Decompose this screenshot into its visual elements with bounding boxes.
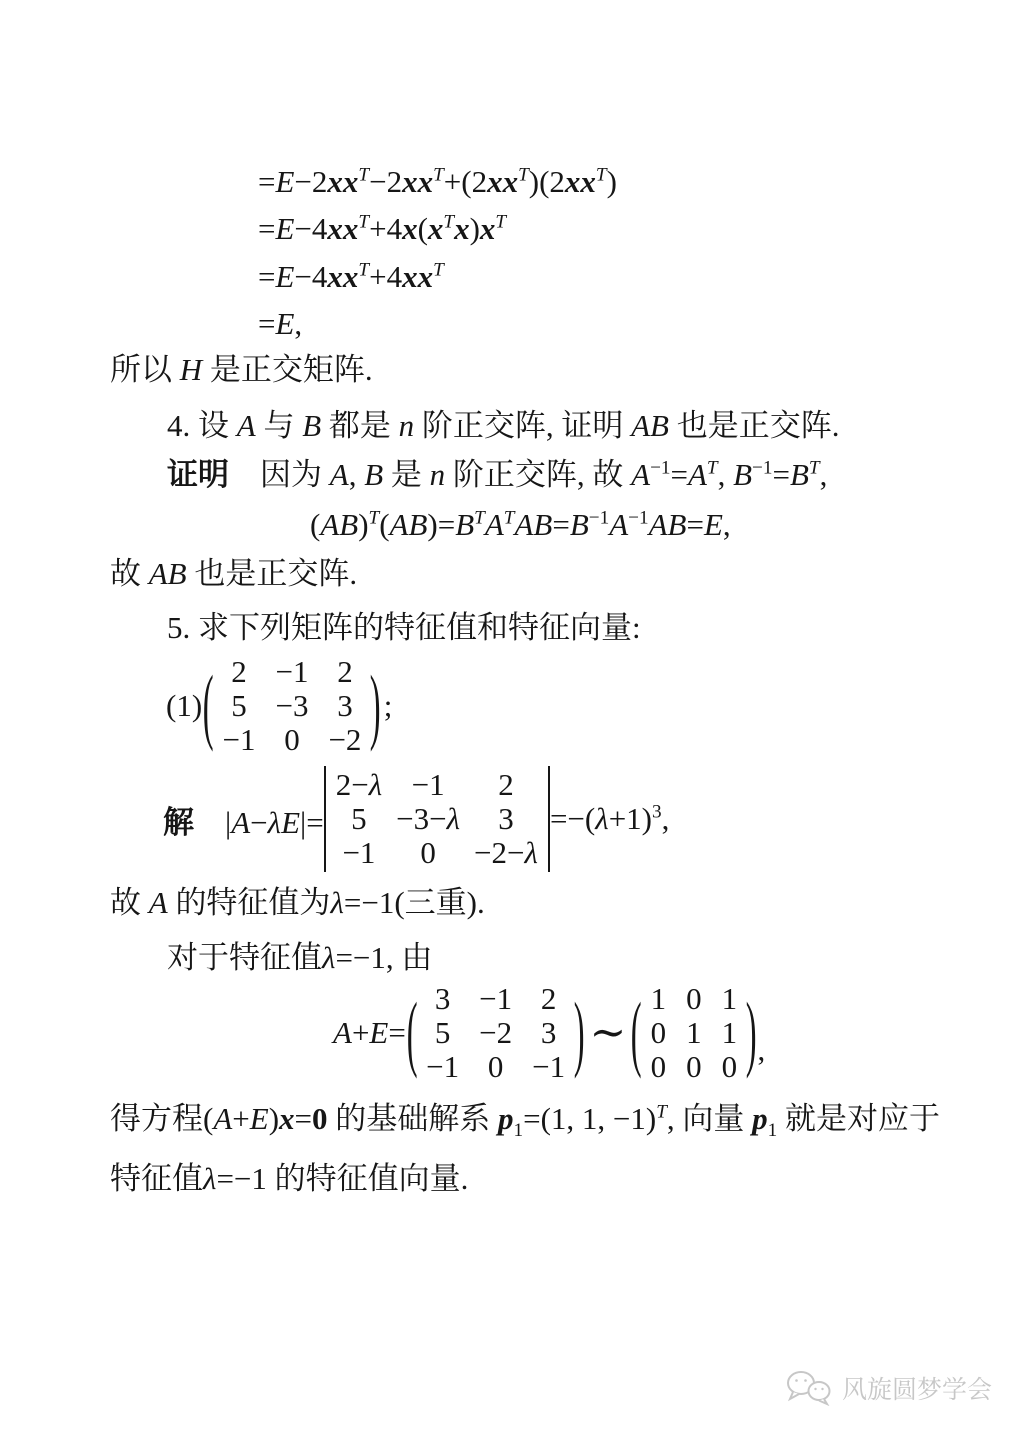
matrix-cell: 1	[721, 981, 738, 1016]
a-plus-e-row: A+E= ( 3 −1 2 5 −2 3 −1 0 −1 ) ∼ ( 1 0 1 0 1 1 0 0 0 ) ,	[333, 981, 766, 1084]
watermark	[786, 1370, 992, 1406]
equation-line-3: $=E-4xx^T+4xx^T$	[258, 259, 444, 294]
matrix-cell: −2	[328, 722, 362, 757]
matrix-cell: 0	[284, 722, 300, 757]
matrix-cell: −2−λ	[474, 835, 538, 870]
proof-4-equation: $(AB)^T(AB)=B^TA^TAB=B^{-1}A^{-1}AB=E$,	[310, 507, 731, 542]
matrix-cell: −3−λ	[396, 801, 461, 836]
problem-4-statement: 4. 设 A 与 B 都是 n 阶正交阵, 证明 AB 也是正交阵.	[167, 408, 840, 443]
eigenvector-conclusion-line: 特征值λ=−1 的特征值向量.	[110, 1161, 469, 1196]
equation-line-1: $=E-2xx^T-2xx^T+(2xx^T)(2xx^T)$	[258, 164, 617, 199]
equation-line-2: $=E-4xx^T+4x(x^Tx)x^T$	[258, 211, 507, 246]
matrix-reduced-grid	[643, 982, 746, 1084]
matrix-cell: 0	[650, 1049, 667, 1084]
matrix-cell: 0	[487, 1049, 504, 1084]
solution-determinant-row	[163, 766, 669, 872]
watermark-label: 风旋圆梦学会	[842, 1376, 993, 1404]
determinant-result: $=-(\lambda+1)^3$,	[549, 801, 670, 836]
matrix-cell: 0	[686, 1049, 702, 1084]
item-1-matrix-row	[166, 655, 392, 757]
matrix-cell: −1	[411, 767, 445, 802]
matrix-cell: 1	[721, 1015, 738, 1050]
matrix-cell: −1	[479, 981, 513, 1016]
matrix-cell: 2	[337, 654, 353, 689]
conclusion-h-orthogonal: 所以 H 是正交矩阵.	[110, 352, 373, 387]
item-1-label: (1)	[166, 688, 203, 723]
proof-4-intro: 证明 因为 A, B 是 n 阶正交阵, 故 $A^{-1}=A^T$, $B^{-1}=B^T$,	[167, 457, 828, 492]
left-paren: (	[202, 656, 214, 753]
solution-prefix: 解 |A−λE|=	[163, 804, 324, 840]
matrix-cell: 2−λ	[335, 767, 383, 802]
matrix-a-plus-e	[406, 982, 586, 1084]
matrix-cell: 3	[498, 801, 514, 836]
matrix-cell: −1	[532, 1049, 566, 1084]
matrix-cell: −1	[275, 654, 309, 689]
matrix-cell: −1	[342, 835, 376, 870]
matrix-cell: 3	[540, 1015, 557, 1050]
right-paren: )	[573, 983, 585, 1080]
matrix-cell: 5	[351, 801, 367, 836]
matrix-cell: 5	[231, 688, 247, 723]
matrix-cell: 1	[686, 1015, 702, 1050]
matrix-cell: 3	[434, 981, 451, 1016]
equation-line-4: =E,	[258, 306, 303, 341]
right-paren: )	[745, 983, 757, 1080]
eigenvalue-statement: 故 A 的特征值为λ=−1(三重).	[110, 885, 485, 920]
matrix-cell: 1	[650, 981, 667, 1016]
for-eigenvalue-line: 对于特征值λ=−1, 由	[167, 940, 433, 975]
matrix-cell: −1	[426, 1049, 460, 1084]
matrix-cell: −3	[275, 688, 309, 723]
matrix-cell: 0	[650, 1015, 667, 1050]
matrix-cell: −1	[222, 722, 256, 757]
left-paren: (	[631, 983, 642, 1080]
matrix-cell: 2	[540, 981, 557, 1016]
determinant-grid	[324, 766, 550, 872]
semicolon: ;	[383, 688, 393, 723]
matrix-cell: 2	[231, 654, 247, 689]
problem-5-statement: 5. 求下列矩阵的特征值和特征向量:	[167, 610, 641, 645]
matrix-1-grid	[214, 655, 369, 757]
matrix-cell: 2	[498, 767, 514, 802]
matrix-a-plus-e-grid	[418, 982, 573, 1084]
matrix-cell: 0	[420, 835, 436, 870]
matrix-cell: 0	[686, 981, 702, 1016]
wechat-icon	[786, 1370, 832, 1406]
matrix-cell: 5	[434, 1015, 451, 1050]
matrix-1	[202, 655, 382, 757]
trailing-comma: ,	[757, 1032, 766, 1067]
matrix-cell: −2	[479, 1015, 513, 1050]
right-paren: )	[370, 656, 382, 753]
conclusion-ab-orthogonal: 故 AB 也是正交阵.	[110, 556, 358, 591]
left-paren: (	[406, 983, 418, 1080]
matrix-reduced	[630, 982, 757, 1084]
matrix-cell: 3	[337, 688, 353, 723]
basis-solution-line: 得方程(A+E)x=0 的基础解系 $p_1=(1$, 1, −1)$^T$, 向量 $p_1$ 就是对应于	[110, 1101, 941, 1142]
a-plus-e-prefix: A+E=	[333, 1015, 406, 1050]
matrix-cell: 0	[721, 1049, 738, 1084]
